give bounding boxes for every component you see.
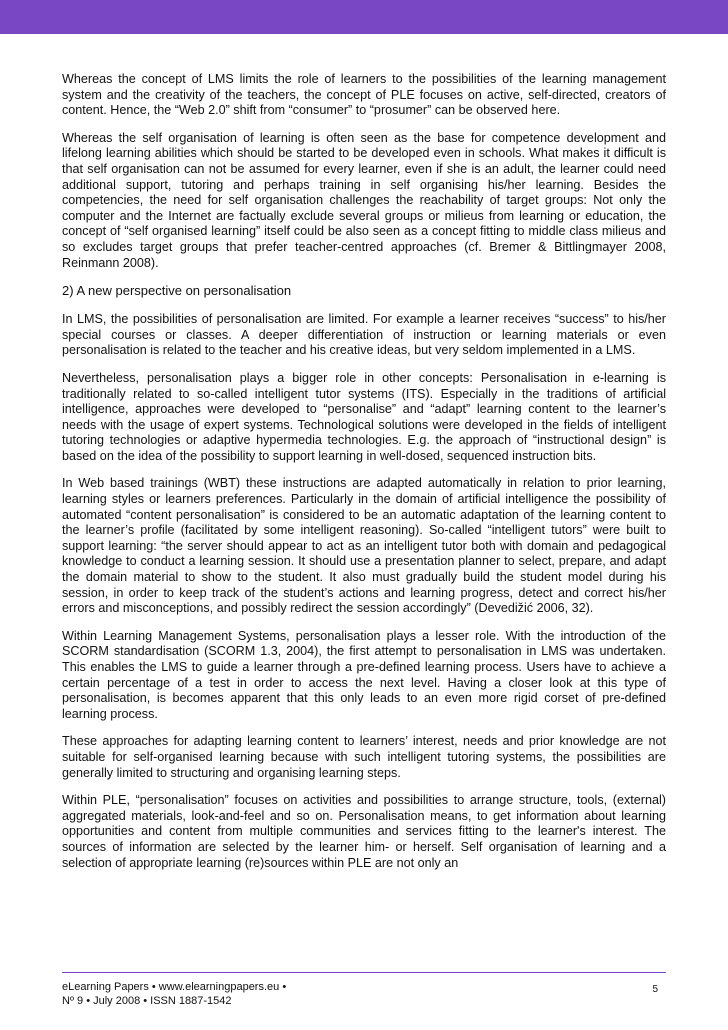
footer-publication-line: eLearning Papers • www.elearningpapers.eu • (62, 981, 287, 993)
section-heading: 2) A new perspective on personalisation (62, 283, 292, 299)
footer-divider (62, 972, 666, 973)
paragraph-8: Within PLE, “personalisation” focuses on activities and possibilities to arrange structure, tools, (external) aggregated materials, look-and-feel and so on. Personalisation means, to get information about learning opportunities and content from multiple communities and services fitting to the learner's interest. The sources of information are selected by the learner him- or herself. Self organisation of learning and a selection of appropriate learning (re)sources within PLE are not only an (62, 793, 666, 870)
paragraph-3: In LMS, the possibilities of personalisation are limited. For example a learner receives “success” to his/her special courses or classes. A deeper differentiation of instruction or learning materials or even personalisation is related to the teacher and his creative ideas, but very seldom implemented in a LMS. (62, 312, 666, 358)
page-body (62, 72, 666, 883)
paragraph-6: Within Learning Management Systems, personalisation plays a lesser role. With the introduction of the SCORM standardisation (SCORM 1.3, 2004), the first attempt to personalisation in LMS was undertaken. This enables the LMS to guide a learner through a pre-defined learning process. Users have to achieve a certain percentage of a test in order to access the next level. Having a closer look at this type of personalisation, is becomes apparent that this only leads to an even more rigid corset of pre-defined learning process. (62, 628, 666, 721)
page-footer (62, 980, 666, 1008)
footer-issue-line: Nº 9 • July 2008 • ISSN 1887-1542 (62, 995, 232, 1007)
page-number: 5 (652, 984, 658, 995)
paragraph-5: In Web based trainings (WBT) these instructions are adapted automatically in relation to prior learning, learning styles or learners preferences. Particularly in the domain of artificial intelligence the possibility of automated “content personalisation” is considered to be an automatic adaptation of the learning content to the learner’s profile (facilitated by some intelligent reasoning). So-called “intelligent tutors” were built to support learning: “the server should appear to act as an intelligent tutor both with domain and pedagogical knowledge to conduct a learning session. It should use a presentation planner to select, prepare, and adapt the domain material to show to the student. It also must gradually build the student model during his session, in order to keep track of the student’s actions and learning progress, detect and correct his/her errors and misconceptions, and possibly redirect the session accordingly” (Devedižić 2006, 32). (62, 476, 666, 616)
paragraph-4: Nevertheless, personalisation plays a bigger role in other concepts: Personalisation in e-learning is traditionally related to so-called intelligent tutor systems (ITS). Especially in the traditions of artificial intelligence, approaches were developed to “personalise” and “adapt” learning content to the learner’s needs with the usage of expert systems. Technological solutions were developed in the fields of intelligent tutoring technologies or adaptive hypermedia technologies. E.g. the approach of “instructional design” is based on the idea of the possibility to support learning in well-dosed, sequenced instruction bits. (62, 370, 666, 463)
paragraph-7: These approaches for adapting learning content to learners’ interest, needs and prior knowledge are not suitable for self-organised learning because with such intelligent tutoring systems, the possibilities are generally limited to structuring and organising learning steps. (62, 734, 666, 780)
paragraph-1: Whereas the concept of LMS limits the role of learners to the possibilities of the learning management system and the creativity of the teachers, the concept of PLE focuses on active, self-directed, creators of content. Hence, the “Web 2.0” shift from “consumer” to “prosumer” can be observed here. (62, 72, 666, 118)
header-band (0, 0, 728, 34)
paragraph-2: Whereas the self organisation of learning is often seen as the base for competence development and lifelong learning abilities which should be started to be developed even in schools. What makes it difficult is that self organisation can not be assumed for every learner, even if she is an adult, the learner could need additional support, tutoring and perhaps training in self organising his/her learning. Besides the competencies, the need for self organisation challenges the reachability of target groups: Not only the computer and the Internet are factually exclude several groups or milieus from learning or education, the concept of “self organised learning” itself could be also seen as a concept fitting to middle class milieus and so excludes target groups that prefer teacher-centred approaches (cf. Bremer & Bittlingmayer 2008, Reinmann 2008). (62, 130, 666, 270)
